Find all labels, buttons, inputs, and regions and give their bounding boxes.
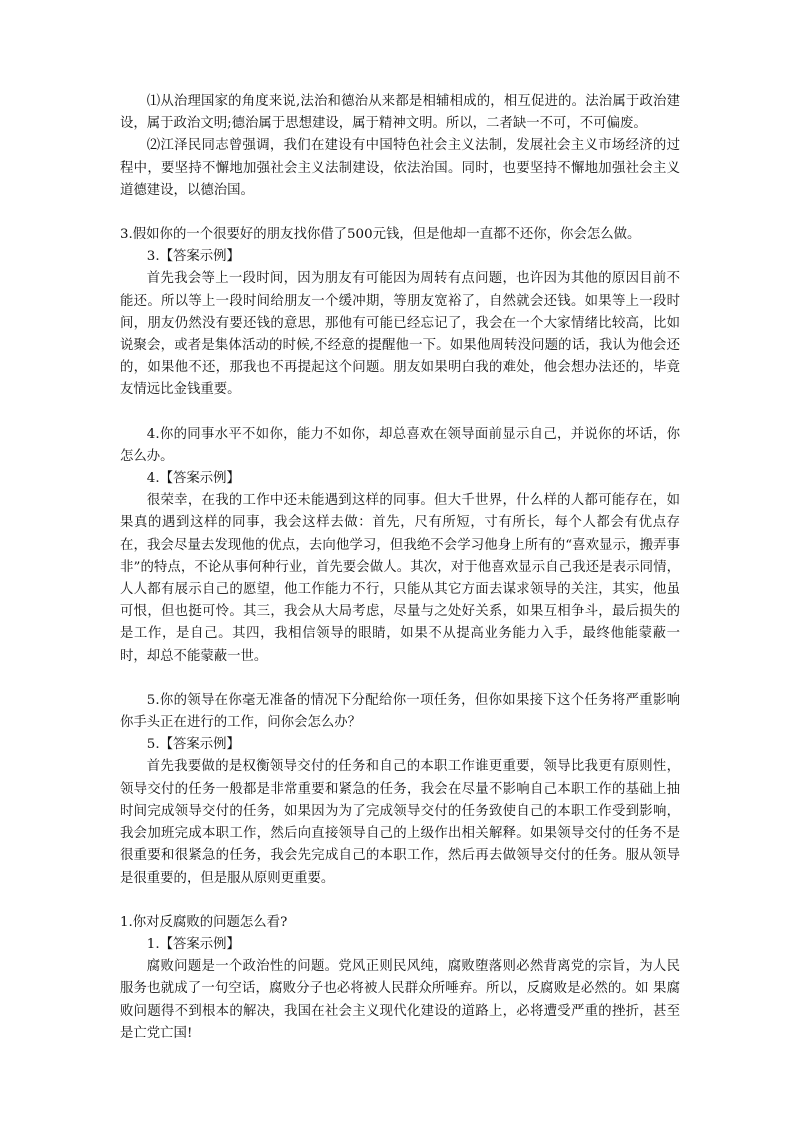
answer-3-text: 首先我会等上一段时间，因为朋友有可能因为周转有点问题，也许因为其他的原因目前不能还。所以等上一段时间给朋友一个缓冲期，等朋友宽裕了，自然就会还钱。如果等上一段时间，朋友仍然没有要还钱的意思，那他有可能已经忘记了，我会在一个大家情绪比较高，比如说聚会，或者是集体活动的时候,不经意的提醒他一下。如果他周转没问题的话，我认为他会还的，如果他不还，那我也不再提起这个问题。朋友如果明白我的难处，他会想办法还的，毕竟友情远比金钱重要。 <box>120 271 680 398</box>
question-3: 3.假如你的一个很要好的朋友找你借了500元钱，但是他却一直都不还你，你会怎么做。 <box>120 227 641 243</box>
answer-4-label: 4.【答案示例】 <box>146 471 240 487</box>
answer-5-text: 首先我要做的是权衡领导交付的任务和自己的本职工作谁更重要，领导比我更有原则性，领导交付的任务一般都是非常重要和紧急的任务，我会在尽量不影响自己本职工作的基础上抽时间完成领导交付的任务，如果因为为了完成领导交付的任务致使自己的本职工作受到影响，我会加班完成本职工作，然后向直接领导自己的上级作出相关解释。如果领导交付的任务不是很重要和很紧急的任务，我会先完成自己的本职工作，然后再去做领导交付的任务。服从领导是很重要的，但是服从原则更重要。 <box>120 759 680 886</box>
document-page <box>120 91 680 1045</box>
answer-1-text: 腐败问题是一个政治性的问题。党风正则民风纯，腐败堕落则必然背离党的宗旨，为人民服务也就成了一句空话，腐败分子也必将被人民群众所唾弃。所以，反腐败是必然的。如 果腐败问题得不到根本的解决，我国在社会主义现代化建设的道路上，必将遭受严重的挫折，甚至是亡党亡国! <box>120 959 680 1041</box>
question-4: 4.你的同事水平不如你，能力不如你，却总喜欢在领导面前显示自己，并说你的坏话，你怎么办。 <box>120 426 680 464</box>
answer-5-label: 5.【答案示例】 <box>146 737 240 753</box>
section1-paragraph-2: ⑵江泽民同志曾强调，我们在建设有中国特色社会主义法制，发展社会主义市场经济的过程中，要坚持不懈地加强社会主义法制建设，依法治国。同时，也要坚持不懈地加强社会主义道德建设，以德治国。 <box>120 138 680 198</box>
answer-4-text: 很荣幸，在我的工作中还未能遇到这样的同事。但大千世界，什么样的人都可能存在，如果真的遇到这样的同事，我会这样去做：首先，尺有所短，寸有所长，每个人都会有优点存在，我会尽量去发现他的优点，去向他学习，但我绝不会学习他身上所有的“喜欢显示，搬弄事非”的特点，不论从事何种行业，首先要会做人。其次，对于他喜欢显示自己我还是表示同情，人人都有展示自己的愿望，他工作能力不行，只能从其它方面去谋求领导的关注，其实，他虽可恨，但也挺可怜。其三，我会从大局考虑，尽量与之处好关系，如果互相争斗，最后损失的是工作，是自己。其四，我相信领导的眼睛，如果不从提高业务能力入手，最终他能蒙蔽一时，却总不能蒙蔽一世。 <box>120 493 680 664</box>
section1-paragraph-1: ⑴从治理国家的角度来说,法治和德治从来都是相辅相成的，相互促进的。法治属于政治建设，属于政治文明;德治属于思想建设，属于精神文明。所以，二者缺一不可，不可偏废。 <box>120 94 680 132</box>
answer-1-label: 1.【答案示例】 <box>146 936 240 952</box>
spacer <box>120 402 680 424</box>
spacer <box>120 890 680 912</box>
spacer <box>120 202 680 224</box>
question-1: 1.你对反腐败的问题怎么看? <box>120 914 288 930</box>
spacer <box>120 668 680 690</box>
question-5: 5.你的领导在你毫无准备的情况下分配给你一项任务，但你如果接下这个任务将严重影响你手头正在进行的工作，问你会怎么办？ <box>120 692 680 731</box>
answer-3-label: 3.【答案示例】 <box>146 249 240 265</box>
